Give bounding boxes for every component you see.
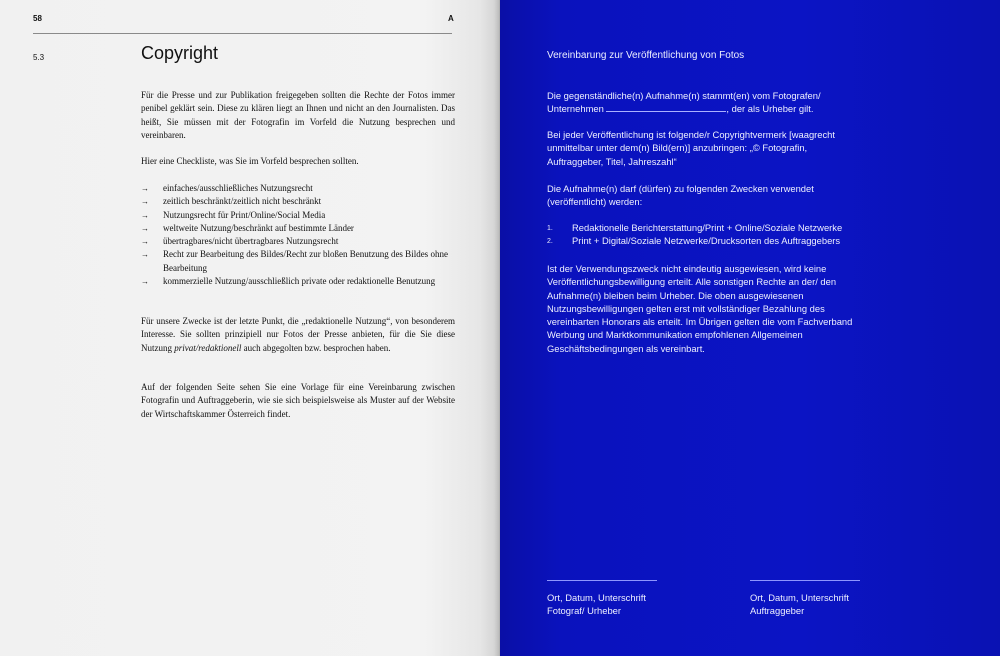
arrow-icon: → [141,223,149,233]
terms-clause: Ist der Verwendungszweck nicht eindeutig ausgewiesen, wird keine Veröffentlichungsbewilligung erteilt. Alle sonstigen Rechte an der/ den Aufnahme(n) bleiben beim Urheber. Die oben ausgewiesenen Nutzungsbewilligungen gelten erst mit vollständiger Bezahlung des vereinbarten Honorars als erteilt. Im Übrigen gelten die vom Fachverband Werbung und Marktkommunikation empfohlenen Allgemeinen Geschäftsbedingungen als vereinbart. [547,263,853,354]
section-letter: A [448,14,454,23]
arrow-icon: → [141,210,149,220]
usage-purpose-clause: Die Aufnahme(n) darf (dürfen) zu folgenden Zwecken verwendet (veröffentlicht) werden: [547,183,814,208]
purpose-item: 2. Print + Digital/Soziale Netzwerke/Drucksorten des Auftraggebers [547,234,867,247]
rights-checklist [141,182,455,288]
editorial-use-paragraph: Für unsere Zwecke ist der letzte Punkt, die „redaktionelle Nutzung“, von besonderem Interesse. Sie sollten prinzipiell nur Fotos der Presse anbieten, für die Sie diese Nutzung privat/redaktionell auch abgegolten bzw. besprochen haben. [141,316,455,353]
checklist-item: → kommerzielle Nutzung/ausschließlich private oder redaktionelle Benutzung [141,275,455,288]
signature-client: Ort, Datum, Unterschrift Auftraggeber [750,580,860,617]
checklist-item: → Nutzungsrecht für Print/Online/Social Media [141,209,455,222]
signature-line[interactable] [547,580,657,581]
purpose-item: 1. Redaktionelle Berichterstattung/Print + Online/Soziale Netzwerke [547,221,867,234]
page-number: 58 [33,14,42,23]
arrow-icon: → [141,197,149,207]
arrow-icon: → [141,250,149,260]
agreement-heading: Vereinbarung zur Veröffentlichung von Fotos [547,50,745,61]
template-note-paragraph: Auf der folgenden Seite sehen Sie eine Vorlage für eine Vereinbarung zwischen Fotografin und Auftraggeberin, wie sie sich beispielsweise als Muster auf der Website der Wirtschaftskammer Österreich findet. [141,382,455,419]
signature-photographer: Ort, Datum, Unterschrift Fotograf/ Urheber [547,580,657,617]
checklist-intro: Hier eine Checkliste, was Sie im Vorfeld besprechen sollten. [141,156,359,166]
header-rule [33,33,452,34]
checklist-item: → Recht zur Bearbeitung des Bildes/Recht zur bloßen Benutzung des Bildes ohne Bearbeitung [141,249,448,273]
purpose-number: 1. [547,225,553,232]
arrow-icon: → [141,237,149,247]
intro-paragraph: Für die Presse und zur Publikation freigegeben sollten die Rechte der Fotos immer penibel geklärt sein. Diese zu klären liegt an Ihnen und nicht an den Journalisten. Das heißt, Sie müssen mit der Fotografin im Vorfeld die Nutzung besprechen und vereinbaren. [141,90,455,140]
page-title: Copyright [141,43,219,63]
section-number: 5.3 [33,53,45,62]
signature-line[interactable] [750,580,860,581]
fill-in-blank[interactable] [606,102,726,112]
purpose-list [547,221,867,248]
arrow-icon: → [141,184,149,193]
right-page [500,0,1000,656]
checklist-item: → weltweite Nutzung/beschränkt auf bestimmte Länder [141,222,455,235]
checklist-item: → zeitlich beschränkt/zeitlich nicht beschränkt [141,195,455,208]
copyright-notice-clause: Bei jeder Veröffentlichung ist folgende/r Copyrightvermerk [waagrecht unmittelbar unter dem(n) Bild(ern)] anzubringen: „© Fotografin, Auftraggeber, Titel, Jahreszahl“ [547,129,836,167]
emphasis-text: privat/redaktionell [174,342,242,353]
purpose-number: 2. [547,238,553,246]
checklist-item: → übertragbares/nicht übertragbares Nutzungsrecht [141,235,455,248]
photographer-clause: Die gegenständliche(n) Aufnahme(n) stammt(en) vom Fotografen/ Unternehmen , der als Urheber gilt. [547,90,821,115]
arrow-icon: → [141,277,149,287]
checklist-item: → einfaches/ausschließliches Nutzungsrecht [141,182,455,195]
